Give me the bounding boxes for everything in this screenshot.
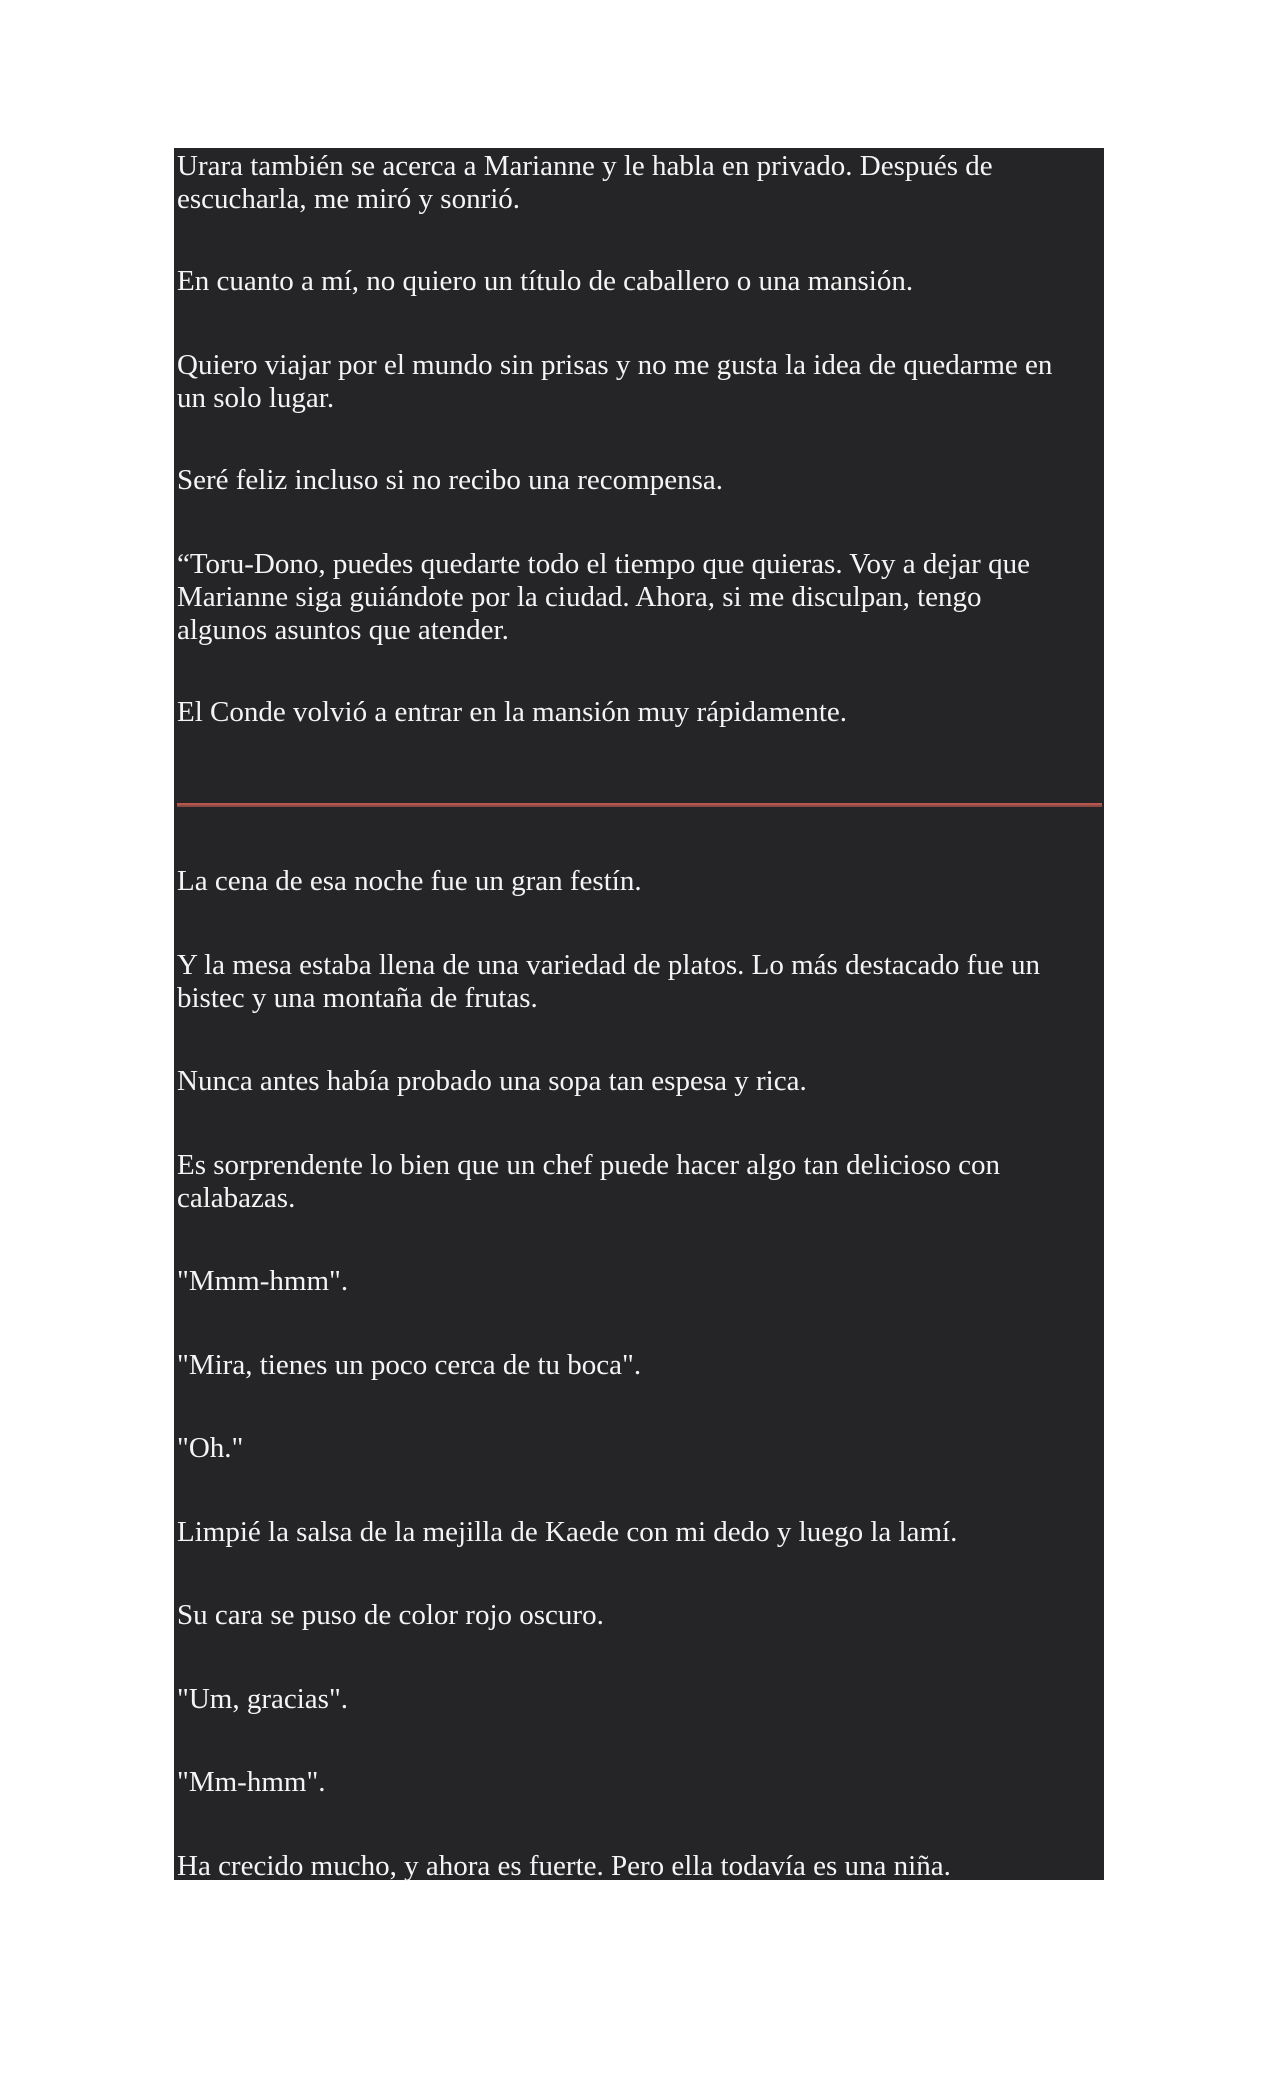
paragraph: La cena de esa noche fue un gran festín. [177,865,642,897]
paragraph: "Mmm-hmm". [177,1265,349,1297]
section-divider [177,803,1102,807]
paragraph: Y la mesa estaba llena de una variedad de platos. Lo más destacado fue un bistec y una montaña de frutas. [177,949,1040,1014]
paragraph: En cuanto a mí, no quiero un título de caballero o una mansión. [177,265,914,297]
paragraph: "Oh." [177,1432,244,1464]
paragraph: Su cara se puso de color rojo oscuro. [177,1599,604,1631]
paragraph: "Um, gracias". [177,1683,349,1715]
paragraph: Nunca antes había probado una sopa tan espesa y rica. [177,1065,807,1097]
paragraph: "Mira, tienes un poco cerca de tu boca". [177,1349,642,1381]
paragraph: Es sorprendente lo bien que un chef puede hacer algo tan delicioso con calabazas. [177,1149,1000,1214]
paragraph: "Mm-hmm". [177,1766,326,1798]
paragraph: Limpié la salsa de la mejilla de Kaede con mi dedo y luego la lamí. [177,1516,958,1548]
paragraph: “Toru-Dono, puedes quedarte todo el tiempo que quieras. Voy a dejar que Marianne siga guiándote por la ciudad. Ahora, si me disculpan, tengo algunos asuntos que atender. [177,548,1030,646]
paragraph: El Conde volvió a entrar en la mansión muy rápidamente. [177,696,848,728]
text-panel [174,148,1104,1880]
paragraph: Seré feliz incluso si no recibo una recompensa. [177,464,723,496]
paragraph: Ha crecido mucho, y ahora es fuerte. Pero ella todavía es una niña. [177,1850,951,1882]
paragraph: Quiero viajar por el mundo sin prisas y no me gusta la idea de quedarme en un solo lugar. [177,349,1053,414]
paragraph: Urara también se acerca a Marianne y le habla en privado. Después de escucharla, me miró y sonrió. [177,150,993,215]
